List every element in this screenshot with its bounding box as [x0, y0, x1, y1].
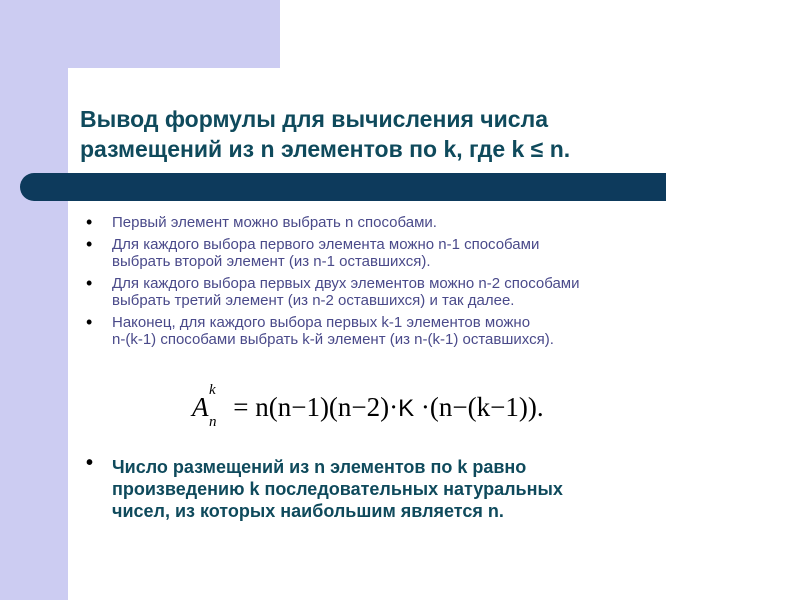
bullet-icon: • — [86, 452, 94, 474]
conclusion-list — [84, 452, 764, 522]
formula-tail: ·(n−(k−1)). — [414, 392, 544, 422]
conclusion-text: чисел, из которых наибольшим является n. — [112, 501, 504, 521]
bullet-text: выбрать второй элемент (из n-1 оставшихся). — [112, 253, 431, 270]
decorative-top-band — [0, 0, 280, 68]
formula-superscript: k — [209, 382, 216, 398]
bullet-icon: • — [86, 273, 93, 293]
bullet-icon: • — [86, 212, 93, 232]
bullet-text: Для каждого выбора первого элемента можно n-1 способами — [112, 236, 540, 253]
bullet-item — [84, 314, 764, 348]
formula-expression: = n(n−1)(n−2)· — [233, 392, 399, 422]
formula-subscript: n — [209, 414, 217, 430]
bullet-text: Первый элемент можно выбрать n способами. — [112, 214, 437, 231]
bullet-text: выбрать третий элемент (из n-2 оставшихся) и так далее. — [112, 292, 515, 309]
bullet-icon: • — [86, 312, 93, 332]
slide-title-line-1: Вывод формулы для вычисления числа — [80, 106, 548, 132]
slide-title — [80, 104, 760, 164]
formula-symbol: A — [192, 392, 209, 422]
bullet-icon: • — [86, 234, 93, 254]
conclusion-item — [84, 452, 764, 522]
formula-ellipsis: K — [398, 395, 415, 422]
bullet-text: n-(k-1) способами выбрать k-й элемент (из n-(k-1) оставшихся). — [112, 331, 554, 348]
bullet-item — [84, 275, 764, 309]
conclusion-text: произведению k последовательных натуральных — [112, 479, 563, 499]
slide-title-line-2: размещений из n элементов по k, где k ≤ n. — [80, 136, 571, 162]
arrangements-formula — [192, 382, 544, 430]
bullet-item — [84, 214, 764, 231]
decorative-left-band — [0, 0, 68, 600]
bullet-text: Для каждого выбора первых двух элементов можно n-2 способами — [112, 275, 580, 292]
bullet-text: Наконец, для каждого выбора первых k-1 элементов можно — [112, 314, 531, 331]
bullet-list — [84, 214, 764, 353]
title-underline-bar — [20, 173, 666, 201]
conclusion-text: Число размещений из n элементов по k равно — [112, 457, 527, 477]
bullet-item — [84, 236, 764, 270]
